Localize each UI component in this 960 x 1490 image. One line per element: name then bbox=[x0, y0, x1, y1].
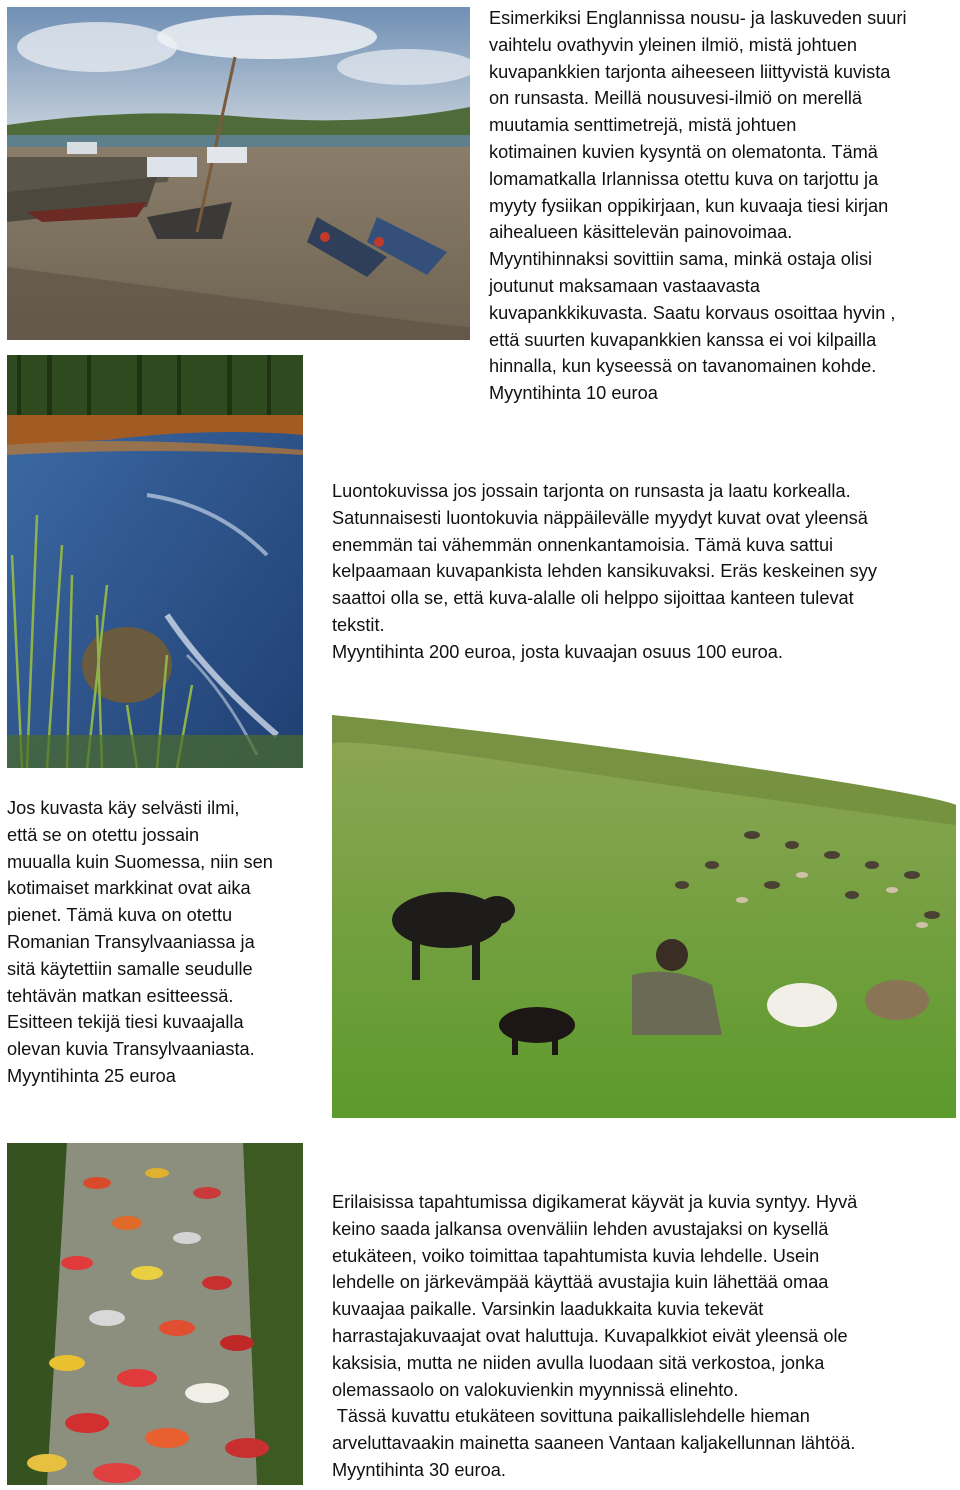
text-line: hinnalla, kun kyseessä on tavanomainen kohde. bbox=[489, 356, 877, 377]
text-line: olemassaolo on valokuvienkin myynnissä elinehto. bbox=[332, 1379, 739, 1400]
text-line: arveluttavaakin mainetta saaneen Vantaan kaljakellunnan lähtöä. bbox=[332, 1433, 856, 1454]
harbor-caption bbox=[489, 5, 959, 407]
text-line: saattoi olla se, että kuva-alalle oli helppo sijoittaa kanteen tulevat bbox=[332, 588, 854, 609]
text-line: enemmän tai vähemmän onnenkantamoisia. Tämä kuva sattui bbox=[332, 534, 834, 555]
river-caption bbox=[332, 1189, 957, 1484]
text-line: pienet. Tämä kuva on otettu bbox=[7, 905, 233, 926]
text-line: vaihtelu ovathyvin yleinen ilmiö, mistä johtuen bbox=[489, 34, 857, 55]
text-line: tekstit. bbox=[332, 614, 385, 635]
text-line: joutunut maksamaan vastaavasta bbox=[489, 275, 760, 296]
text-line: Romanian Transylvaaniassa ja bbox=[7, 931, 255, 952]
text-line: Tässä kuvattu etukäteen sovittuna paikallislehdelle hieman bbox=[332, 1406, 810, 1427]
lake-photo bbox=[7, 355, 303, 768]
text-line: on runsasta. Meillä nousuvesi-ilmiö on merellä bbox=[489, 88, 863, 109]
text-line: lomamatkalla Irlannissa otettu kuva on tarjottu ja bbox=[489, 168, 879, 189]
pasture-photo bbox=[332, 685, 956, 1118]
text-line: Esimerkiksi Englannissa nousu- ja laskuveden suuri bbox=[489, 8, 907, 28]
text-line: Erilaisissa tapahtumissa digikamerat käyvät ja kuvia syntyy. Hyvä bbox=[332, 1192, 858, 1212]
text-line: harrastajakuvaajat ovat haluttuja. Kuvapalkkiot eivät yleensä ole bbox=[332, 1325, 848, 1346]
text-line: kelpaamaan kuvapankista lehden kansikuvaksi. Eräs keskeinen syy bbox=[332, 561, 877, 582]
text-line: tehtävän matkan esitteessä. bbox=[7, 985, 234, 1006]
harbor-photo bbox=[7, 7, 470, 340]
price-line: Myyntihinta 25 euroa bbox=[7, 1065, 176, 1086]
text-line: keino saada jalkansa ovenväliin lehden avustajaksi on kysellä bbox=[332, 1218, 829, 1239]
text-line: kuvapankkien tarjonta aiheeseen liittyvistä kuvista bbox=[489, 61, 891, 82]
text-line: lehdelle on järkevämpää käyttää avustajia kuin lähettää omaa bbox=[332, 1272, 829, 1293]
text-line: kuvapankkikuvasta. Saatu korvaus osoittaa hyvin , bbox=[489, 302, 896, 323]
text-line: muualla kuin Suomessa, niin sen bbox=[7, 851, 273, 872]
text-line: että se on otettu jossain bbox=[7, 824, 200, 845]
river-photo bbox=[7, 1143, 303, 1485]
price-line: Myyntihinta 200 euroa, josta kuvaajan osuus 100 euroa. bbox=[332, 641, 783, 662]
text-line: sitä käytettiin samalle seudulle bbox=[7, 958, 253, 979]
text-line: kotimaiset markkinat ovat aika bbox=[7, 878, 251, 899]
text-line: Myyntihinnaksi sovittiin sama, minkä ostaja olisi bbox=[489, 249, 873, 270]
text-line: kaksisia, mutta ne niiden avulla luodaan sitä verkostoa, jonka bbox=[332, 1352, 825, 1373]
text-line: Jos kuvasta käy selvästi ilmi, bbox=[7, 798, 240, 818]
text-line: etukäteen, voiko toimittaa tapahtumista kuvia lehdelle. Usein bbox=[332, 1245, 820, 1266]
text-line: myyty fysiikan oppikirjaan, kun kuvaaja tiesi kirjan bbox=[489, 195, 889, 216]
text-line: Esitteen tekijä tiesi kuvaajalla bbox=[7, 1012, 244, 1033]
price-line: Myyntihinta 30 euroa. bbox=[332, 1459, 506, 1480]
text-line: olevan kuvia Transylvaaniasta. bbox=[7, 1039, 255, 1060]
text-line: muutamia senttimetrejä, mistä johtuen bbox=[489, 115, 797, 136]
price-line: Myyntihinta 10 euroa bbox=[489, 383, 658, 404]
text-line: Luontokuvissa jos jossain tarjonta on runsasta ja laatu korkealla. bbox=[332, 481, 851, 501]
text-line: aihealueen käsittelevän painovoimaa. bbox=[489, 222, 793, 243]
text-line: Satunnaisesti luontokuvia näppäilevälle myydyt kuvat ovat yleensä bbox=[332, 507, 868, 528]
lake-caption bbox=[332, 478, 957, 666]
text-line: kotimainen kuvien kysyntä on olematonta. Tämä bbox=[489, 141, 878, 162]
text-line: että suurten kuvapankkien kanssa ei voi kilpailla bbox=[489, 329, 877, 350]
text-line: kuvaajaa paikalle. Varsinkin laadukkaita kuvia tekevät bbox=[332, 1299, 764, 1320]
pasture-caption bbox=[7, 795, 317, 1090]
